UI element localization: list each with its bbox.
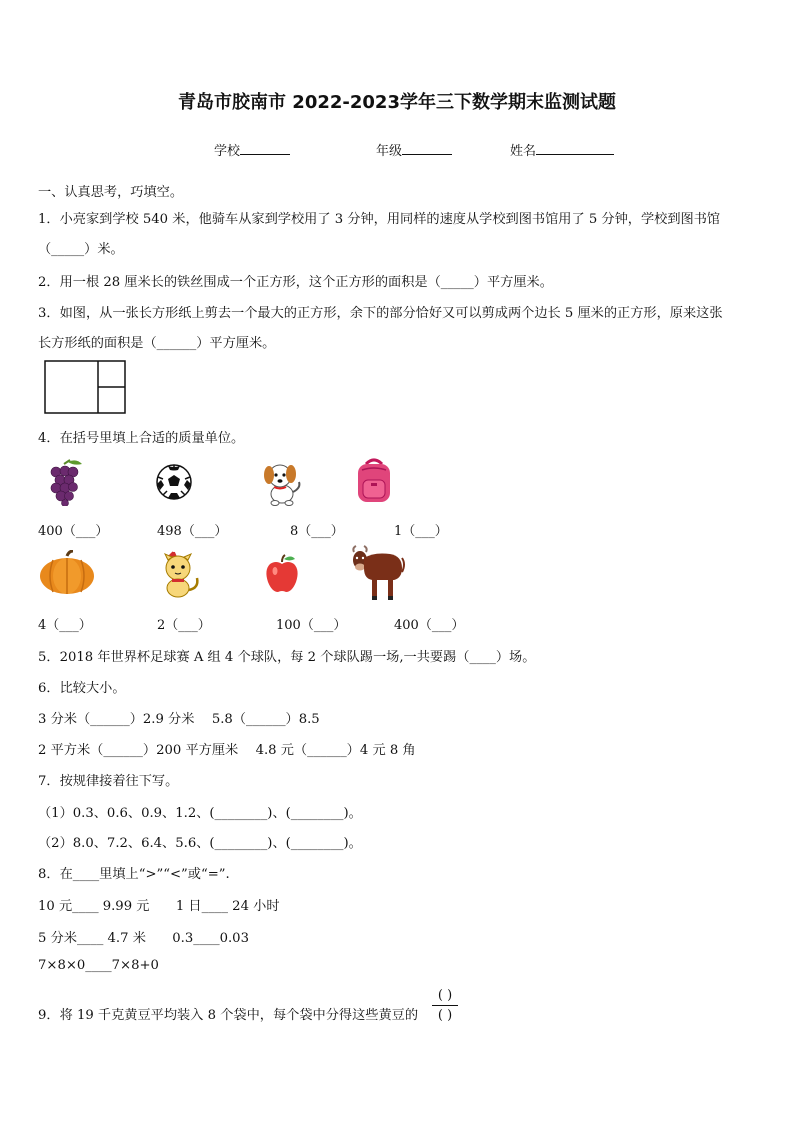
apple-icon (264, 554, 324, 602)
grade-blank[interactable] (402, 140, 452, 155)
q4-label-soccer-ball: 498（___） (157, 524, 228, 539)
fraction-bar (432, 1005, 458, 1006)
q4-label-pumpkin: 4（___） (38, 618, 92, 633)
question-8-line-2: 5 分米____ 4.7 米 0.3____0.03 (38, 931, 249, 946)
school-field (214, 140, 290, 159)
question-2: 2．用一根 28 厘米长的铁丝围成一个正方形，这个正方形的面积是（_____）平方厘米。 (38, 275, 553, 290)
puppy-icon (260, 458, 320, 506)
question-7-line-2: （2）8.0、7.2、6.4、5.6、(________)、(________)。 (38, 836, 362, 851)
fraction-numerator: ( ) (437, 988, 453, 1003)
soccer-ball-icon (154, 462, 214, 510)
pumpkin-icon (38, 550, 98, 598)
q4-label-backpack: 1（___） (394, 524, 448, 539)
grade-field (376, 140, 452, 159)
question-3-line-1: 3．如图，从一张长方形纸上剪去一个最大的正方形，余下的部分恰好又可以剪成两个边长 5 厘米的正方形，原来这张 (38, 306, 723, 321)
q4-label-apple: 100（___） (276, 618, 347, 633)
question-3-line-2: 长方形纸的面积是（______）平方厘米。 (38, 336, 276, 351)
question-6-line-1: 3 分米（______）2.9 分米 5.8（______）8.5 (38, 712, 320, 727)
name-field (510, 140, 614, 159)
question-7-line-1: （1）0.3、0.6、0.9、1.2、(________)、(________)。 (38, 806, 362, 821)
page-title: 青岛市胶南市 2022-2023学年三下数学期末监测试题 (178, 92, 616, 113)
question-9: 9．将 19 千克黄豆平均装入 8 个袋中，每个袋中分得这些黄豆的 (38, 1008, 419, 1023)
q4-label-cow: 400（___） (394, 618, 465, 633)
question-1-line-1: 1．小亮家到学校 540 米，他骑车从家到学校用了 3 分钟，用同样的速度从学校到图书馆用了 5 分钟，学校到图书馆 (38, 212, 721, 227)
grapes-icon (40, 458, 100, 506)
question-8-line-3: 7×8×0____7×8+0 (38, 958, 159, 973)
question-6-line-2: 2 平方米（______）200 平方厘米 4.8 元（______）4 元 8 角 (38, 743, 416, 758)
q4-label-grapes: 400（___） (38, 524, 109, 539)
grade-label: 年级 (376, 144, 403, 159)
section-heading: 一、认真思考，巧填空。 (38, 185, 184, 200)
backpack-icon (352, 456, 412, 504)
question-8-prompt: 8．在____里填上“>”“<”或“=”. (38, 867, 230, 882)
question-5: 5．2018 年世界杯足球赛 A 组 4 个球队，每 2 个球队踢一场,一共要踢（____）场。 (38, 650, 536, 665)
name-blank[interactable] (536, 140, 614, 155)
q4-label-kitten: 2（___） (157, 618, 211, 633)
question-6-prompt: 6．比较大小。 (38, 681, 126, 696)
name-label: 姓名 (510, 144, 537, 159)
fraction-denominator: ( ) (437, 1008, 453, 1023)
question-4-prompt: 4．在括号里填上合适的质量单位。 (38, 431, 245, 446)
fraction-blank[interactable] (432, 988, 458, 1023)
q4-label-puppy: 8（___） (290, 524, 344, 539)
question-1-line-2: （_____）米。 (38, 242, 124, 257)
school-blank[interactable] (240, 140, 290, 155)
cow-icon (350, 544, 406, 604)
rectangle-figure (44, 360, 128, 416)
question-7-prompt: 7．按规律接着往下写。 (38, 774, 179, 789)
school-label: 学校 (214, 144, 241, 159)
kitten-icon (156, 548, 216, 596)
question-8-line-1: 10 元____ 9.99 元 1 日____ 24 小时 (38, 899, 280, 914)
